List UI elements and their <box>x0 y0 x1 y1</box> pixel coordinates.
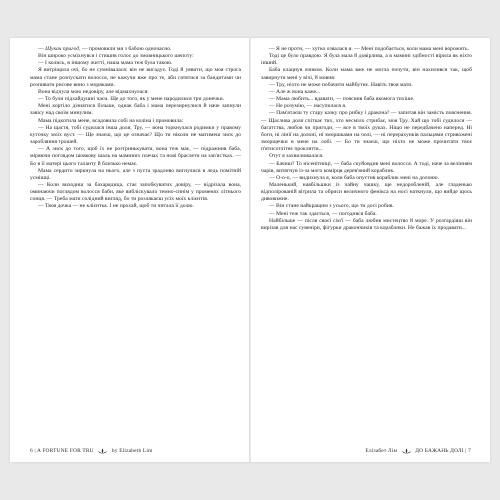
paragraph: — А зиск до того, щоб їх не розтринькувати, вона теж має, — підражнив баба, міряючи поглядом шовкову шаль на маминих плечах та нові браслети на зап'ястках. — Бо в її матері цього таланту й близько немає. <box>30 146 241 167</box>
paragraph: Я витріщила очі, бо не сумнівалася: він не вигадує. Годі й уявити, що моя строга мама стане розпускати волосся, не кажучи вже про те, аби гатятися за бандитами чи розпивати рисове вино з моряками. <box>30 67 241 88</box>
footer-separator: | <box>34 448 36 455</box>
paragraph: Баба клацнув язиком. Коли мама вже не могла почути, він нахилився так, щоб завирнути мені у вічі, й мовив: <box>261 67 472 81</box>
paragraph: — Тру, ніхто не може побачити майбутнє. Навіть твоя мати. <box>269 81 413 88</box>
lotus-ornament-icon <box>401 448 412 454</box>
paragraph: — Пам'ятаєш ту стару казку про рибку і дракона? — запитав він замість пояснення. — Щаслива доля спіткає тих, хто несміло стрибає, моя Тру. Хай що тобі судилося — багатства, любов чи пригоди, — все в твоїх руках. Ніщо не передбачено наперед. Ні боги, ні лінії на долоні, ні зморшками на чолі, — ні перерахунків пальцями стривожені зморщечки в мене на лобі. — Бо ти знаєш, що ніхто не може прочитати твоє п'ятисотлітнє прокляття... <box>261 110 472 153</box>
paragraph: Маленький, навбільшки із чайну чашку, ще недоробленій, але гладенько відполірованій вітрила та обриси величного фенікса на носі наткнули, що вийде щось дивовижне. <box>261 181 472 203</box>
paragraph: — Твоя дочка — не клієнтка. І не прохай, щоб ти читала її долю. <box>38 203 194 210</box>
paragraph: Мама сердито зиркнула на нього, але з пуста зрадливо вигнулися в ледь помітній усмішці. <box>30 167 241 181</box>
paragraph: — Бачиш? То нісенітниці, — баба скуйовдив мені волосся. А тоді, наче за велінням чарів, витягнув із-за мого комірця дерев'яний кораблик. <box>261 160 472 174</box>
footer-separator: | <box>465 448 467 455</box>
paragraph: Він широко усміхнувся і стишив голос до змовницького шепоту: <box>38 53 194 60</box>
left-page-text <box>30 46 241 442</box>
left-page-footer <box>30 448 153 455</box>
paragraph: — То були підхайдушні часи. Ще до того, як у мене народилися три донечки. <box>38 96 225 103</box>
paragraph: — Коли виходиш за бахарядица, стає запобкуватих довіру, — відрізала вона, оминаючи поглядом волосся баби, яке вибліскувало темно-синім у променях літнього сонця. — Треба мати солідний вигляд, бо ти розлякаєш усіх моїх клієнтів. <box>30 181 241 203</box>
paragraph: — На щастя, тобі судилася інша доля, Тру, — вона торкнулася родимки у правому куточку моїх вуст. — Ще знаєш, що це означає? Що ти ніколи не матимеш зиск до заробляння грошей. <box>30 124 241 146</box>
paragraph: — О-о-о, — видихнула я, коли баба опустив кораблик мені на долоню. <box>269 174 440 181</box>
paragraph: Найбільше — після своєї сім'ї — баба любив мистецтво й море. У розгардіяш він вирізав для нас сувеніри, фігурки дракончиків та кораблики. Не бажав їх продавати... <box>261 217 472 231</box>
paragraph: — Але ж вона каже... <box>269 88 321 95</box>
paragraph: Мені кортіло дізнатися більше, однак баба і мама перезирнулися й наче запнули завісу над своїм минулим. <box>30 103 241 117</box>
book-spread <box>10 38 490 462</box>
paragraph: — Шукач пригод, — промовили ми з бабою одночасно. <box>38 46 172 52</box>
author-name: Елізабет Лім <box>365 448 398 455</box>
book-gutter <box>249 38 251 462</box>
paragraph: — Я не проти, — хутко озвалася я. — Мені подобається, коли мама мені ворожить. <box>269 46 470 52</box>
paragraph: — І колись, в іншому житті, наша мама теж була такою. <box>38 60 173 67</box>
paragraph: — Мені теж так здається, — погодився баба. <box>269 210 377 217</box>
paragraph: Мама підкотила мене, всадовила собі на коліна і промовила: <box>38 117 184 124</box>
paragraph: Тоді це було правдою. Я була мала й довірлива, а в мамині здібності вірила як ніхто інший. <box>261 53 472 67</box>
book-title: ДО БАЖАНЬ ДОЛІ <box>415 448 464 455</box>
paragraph: Отут я захвилювалася. <box>269 153 324 160</box>
paragraph: Вона відчула мою недовіру, але відмахнулася: <box>38 88 149 95</box>
author-name: by Elizabeth Lim <box>111 448 153 455</box>
book-title: A FORTUNE FOR TRU <box>37 448 94 455</box>
right-page-text <box>261 46 472 442</box>
page-number: 7 <box>468 448 471 455</box>
page-number: 6 <box>30 448 33 455</box>
paragraph: — Не розумію, — насупилася я. <box>269 103 347 110</box>
paragraph: — Мама любить... вдавати, — пояснив баба якомога тихіше. <box>269 96 415 103</box>
right-page-footer <box>365 448 471 455</box>
lotus-ornament-icon <box>97 448 108 454</box>
paragraph: — Він стане найкращим з усього, що ти досі робив. <box>269 203 394 210</box>
